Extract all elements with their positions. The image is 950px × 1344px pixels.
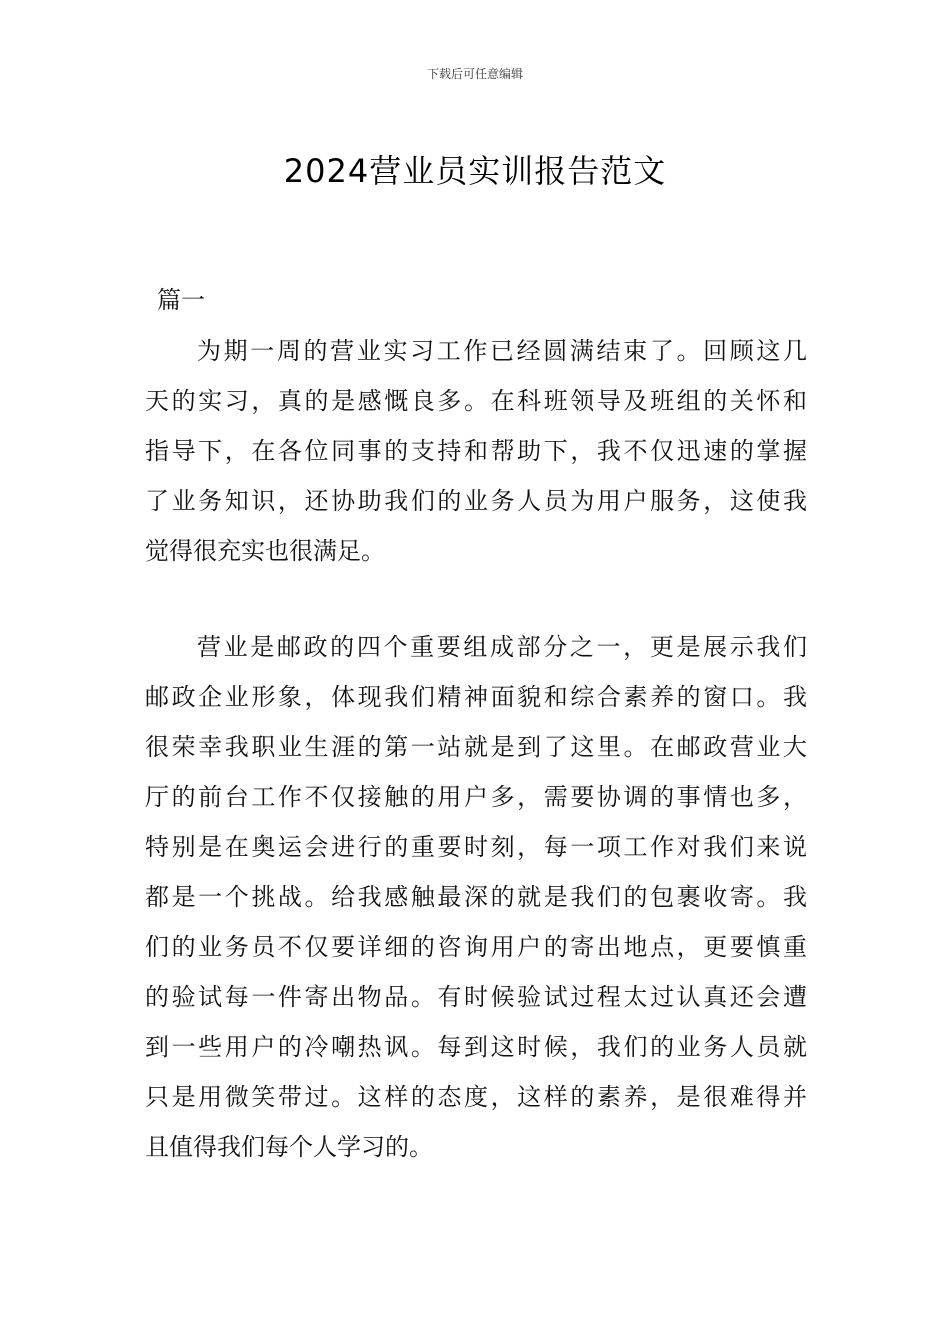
paragraph-2 xyxy=(145,622,807,1172)
paragraph-line: 到一些用户的冷嘲热讽。每到这时候，我们的业务人员就 xyxy=(145,1033,807,1061)
paragraph-line: 厅的前台工作不仅接触的用户多，需要协调的事情也多， xyxy=(145,783,807,811)
paragraph-line: 邮政企业形象，体现我们精神面貌和综合素养的窗口。我 xyxy=(145,683,807,711)
paragraph-line: 们的业务员不仅要详细的咨询用户的寄出地点，更要慎重 xyxy=(145,933,807,961)
paragraph-line: 了业务知识，还协助我们的业务人员为用户服务，这使我 xyxy=(145,487,807,515)
paragraph-line: 觉得很充实也很满足。 xyxy=(145,537,385,565)
paragraph-line: 且值得我们每个人学习的。 xyxy=(145,1133,433,1161)
paragraph-line: 只是用微笑带过。这样的态度，这样的素养，是很难得并 xyxy=(145,1083,807,1111)
paragraph-line: 很荣幸我职业生涯的第一站就是到了这里。在邮政营业大 xyxy=(145,733,807,761)
section-label: 篇一 xyxy=(157,286,205,314)
header-note: 下载后可任意编辑 xyxy=(426,67,523,81)
document-title: 2024营业员实训报告范文 xyxy=(283,152,667,191)
paragraph-line: 都是一个挑战。给我感触最深的就是我们的包裹收寄。我 xyxy=(145,883,807,911)
paragraph-1 xyxy=(145,326,807,576)
paragraph-line: 天的实习，真的是感慨良多。在科班领导及班组的关怀和 xyxy=(145,387,807,415)
paragraph-line: 指导下，在各位同事的支持和帮助下，我不仅迅速的掌握 xyxy=(145,437,807,465)
paragraph-line: 的验试每一件寄出物品。有时候验试过程太过认真还会遭 xyxy=(145,983,807,1011)
paragraph-line: 为期一周的营业实习工作已经圆满结束了。回顾这几 xyxy=(197,337,807,365)
paragraph-line: 营业是邮政的四个重要组成部分之一，更是展示我们 xyxy=(197,633,807,661)
paragraph-line: 特别是在奥运会进行的重要时刻，每一项工作对我们来说 xyxy=(145,833,807,861)
